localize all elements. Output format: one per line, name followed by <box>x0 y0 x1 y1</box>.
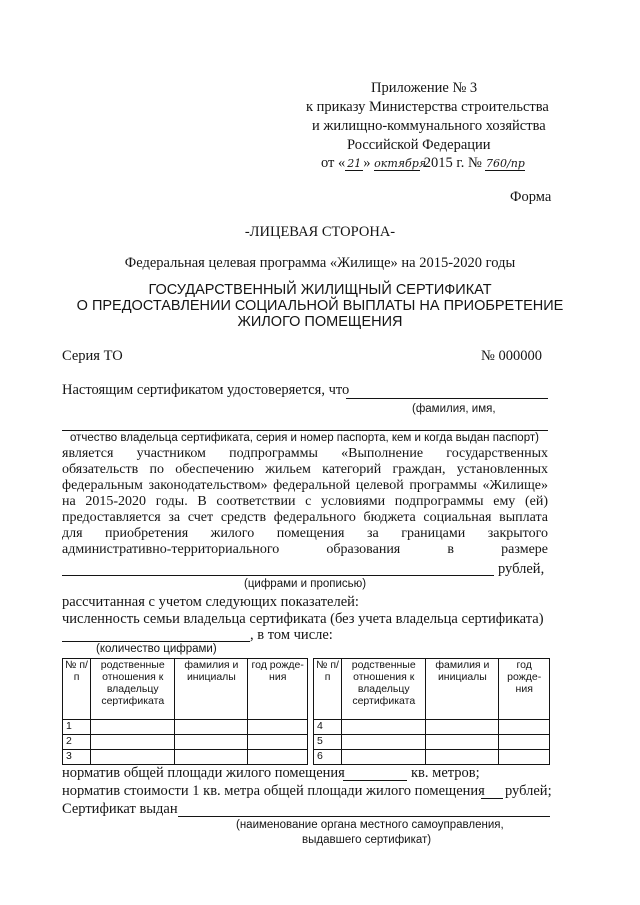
norm-cost-text: норматив стоимости 1 кв. метра общей площади жилого помещения <box>62 783 485 799</box>
table-row <box>63 750 308 765</box>
series-label: Серия ТО <box>62 348 123 364</box>
table-row <box>63 720 308 735</box>
row-number: 2 <box>63 735 91 750</box>
appendix-date-line <box>321 155 525 172</box>
relation-cell[interactable] <box>342 750 426 765</box>
row-number: 6 <box>314 750 342 765</box>
hint-passport: отчество владельца сертификата, серия и номер паспорта, кем и когда выдан паспорт) <box>70 432 539 444</box>
year-cell[interactable] <box>248 720 308 735</box>
name-cell[interactable] <box>175 720 248 735</box>
row-number: 3 <box>63 750 91 765</box>
name-cell[interactable] <box>426 720 499 735</box>
certificate-number: № 000000 <box>481 348 542 364</box>
side-label: -ЛИЦЕВАЯ СТОРОНА- <box>244 224 396 240</box>
body-line-5: предоставляется за счет средств федерального бюджета социальная выплата <box>62 510 548 525</box>
table-row <box>63 735 308 750</box>
date-mid: » <box>363 155 371 171</box>
hint-issuer-1: (наименование органа местного самоуправления, <box>236 819 504 831</box>
body-line-6: для приобретения жилого помещения за границами закрытого <box>62 526 548 541</box>
issued-label: Сертификат выдан <box>62 801 178 817</box>
col-number-header: № п/п <box>314 659 342 720</box>
year-cell[interactable] <box>499 750 550 765</box>
amount-line <box>62 575 494 576</box>
table-header-row <box>63 659 308 720</box>
table-row <box>314 720 550 735</box>
appendix-ministry-line: и жилищно-коммунального хозяйства <box>312 118 546 134</box>
hint-count: (количество цифрами) <box>96 643 217 655</box>
date-month: октября <box>374 157 427 170</box>
table-row <box>314 750 550 765</box>
col-relation-header: родственные отношения к владельцу сертификата <box>342 659 426 720</box>
family-table-right <box>313 658 550 765</box>
col-number-header: № п/п <box>63 659 91 720</box>
hint-amount: (цифрами и прописью) <box>244 578 367 590</box>
date-day: 21 <box>347 157 362 170</box>
hint-name: (фамилия, имя, <box>412 403 496 415</box>
calc-text: рассчитанная с учетом следующих показателей: <box>62 594 359 610</box>
year-cell[interactable] <box>499 735 550 750</box>
year-cell[interactable] <box>248 750 308 765</box>
title-line-2: О ПРЕДОСТАВЛЕНИИ СОЦИАЛЬНОЙ ВЫПЛАТЫ НА ПРИОБРЕТЕНИЕ <box>76 298 564 314</box>
row-number: 4 <box>314 720 342 735</box>
family-count-line <box>62 641 250 642</box>
year-cell[interactable] <box>248 735 308 750</box>
name-cell[interactable] <box>426 750 499 765</box>
body-line-7: административно-территориального образования в размере <box>62 542 548 557</box>
col-relation-header: родственные отношения к владельцу сертификата <box>91 659 175 720</box>
name-cell[interactable] <box>175 750 248 765</box>
row-number: 5 <box>314 735 342 750</box>
name-cell[interactable] <box>426 735 499 750</box>
relation-cell[interactable] <box>91 720 175 735</box>
family-text: численность семьи владельца сертификата (без учета владельца сертификата) <box>62 611 544 627</box>
norm-area-text: норматив общей площади жилого помещения <box>62 765 345 781</box>
program-name: Федеральная целевая программа «Жилище» на 2015-2020 годы <box>124 255 516 271</box>
body-line-3: федеральным законодательством» федеральной целевой программы «Жилище» <box>62 478 548 493</box>
family-table-left <box>62 658 308 765</box>
form-label: Форма <box>510 189 552 205</box>
certify-text: Настоящим сертификатом удостоверяется, что <box>62 382 350 398</box>
date-prefix: от « <box>321 155 346 171</box>
col-name-header: фамилия и инициалы <box>175 659 248 720</box>
body-line-2: обязательств по обеспечению жильем категорий граждан, установленных <box>62 462 548 477</box>
norm-cost-line <box>481 798 503 799</box>
relation-cell[interactable] <box>91 750 175 765</box>
body-line-4: на 2015-2020 годы. В соответствии с условиями подпрограммы ему (ей) <box>62 494 548 509</box>
norm-cost-unit: рублей; <box>505 783 552 799</box>
year-cell[interactable] <box>499 720 550 735</box>
including-text: , в том числе: <box>250 627 333 643</box>
relation-cell[interactable] <box>91 735 175 750</box>
rubles-label: рублей, <box>498 561 545 577</box>
col-name-header: фамилия и инициалы <box>426 659 499 720</box>
relation-cell[interactable] <box>342 720 426 735</box>
table-row <box>314 735 550 750</box>
col-year-header: год рожде- ния <box>248 659 308 720</box>
relation-cell[interactable] <box>342 735 426 750</box>
owner-name-line <box>346 398 548 399</box>
title-line-3: ЖИЛОГО ПОМЕЩЕНИЯ <box>237 314 403 330</box>
col-year-header: год рожде- ния <box>499 659 550 720</box>
row-number: 1 <box>63 720 91 735</box>
hint-issuer-2: выдавшего сертификат) <box>302 834 432 846</box>
norm-area-line <box>343 780 407 781</box>
issuer-line <box>178 816 550 817</box>
appendix-number: Приложение № 3 <box>371 80 478 96</box>
title-line-1: ГОСУДАРСТВЕННЫЙ ЖИЛИЩНЫЙ СЕРТИФИКАТ <box>148 282 492 298</box>
body-line-1: является участником подпрограммы «Выполнение государственных <box>62 446 548 461</box>
appendix-country-line: Российской Федерации <box>347 137 491 153</box>
norm-area-unit: кв. метров; <box>411 765 480 781</box>
order-number: 760/пр <box>486 157 525 170</box>
owner-passport-line <box>62 430 548 431</box>
table-header-row <box>314 659 550 720</box>
date-year: 2015 г. № <box>420 155 482 171</box>
appendix-order-line: к приказу Министерства строительства <box>306 99 549 115</box>
name-cell[interactable] <box>175 735 248 750</box>
